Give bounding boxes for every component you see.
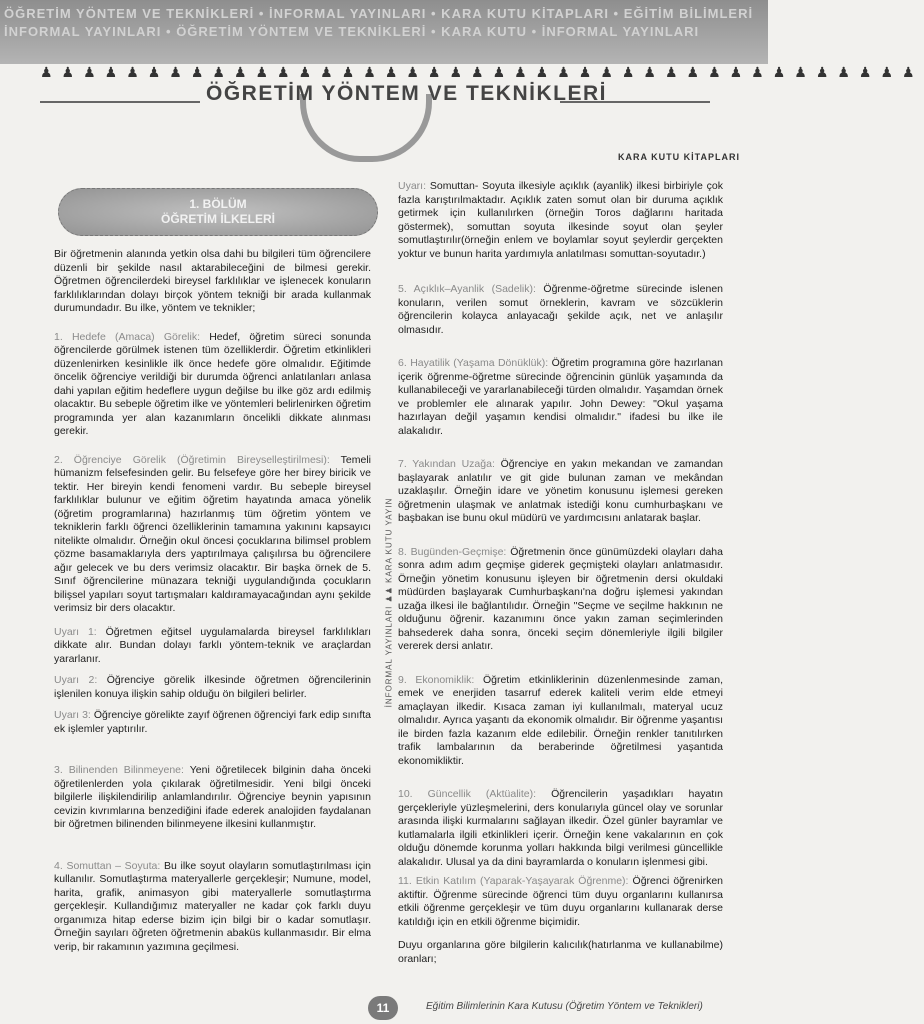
note-paragraph: [54, 709, 371, 736]
publisher-label: KARA KUTU KİTAPLARI: [618, 152, 740, 162]
principle-paragraph: [54, 331, 371, 439]
note-heading: Uyarı 2:: [54, 674, 98, 686]
principle-heading: 4. Somuttan – Soyuta:: [54, 859, 161, 872]
principle-paragraph: [398, 283, 723, 337]
left-column: [54, 248, 371, 969]
principle-heading: 9. Ekonomiklik:: [398, 673, 475, 686]
note-body: Öğrenciye görelik ilkesinde öğretmen öğrencilerinin işlenilen konuya ilişkin sahip olduğu ön bilgileri belirler.: [54, 674, 371, 700]
principle-heading: 10. Güncellik (Aktüalite):: [398, 788, 537, 800]
page-title: ÖĞRETİM YÖNTEM VE TEKNİKLERİ: [206, 82, 607, 105]
intro-paragraph: Bir öğretmenin alanında yetkin olsa dahi bu bilgileri tüm öğrencilere düzenli bir şekilde nasıl aktarabileceğini de bilmesi gerekir. Öğretmen öğrencilerdeki bireysel farklılıklar ve işlenecek konuların farklılıklarından dolayı birçok yöntem tekniği bir arada kullanmak durumundadır. Bu ilke, yöntem ve teknikler;: [54, 248, 371, 314]
principle-body: Öğretmenin önce günümüzdeki olayları daha sonra adım adım geçmişe giderek geçmişteki olayları anlatmasıdır. Örneğin yönetim konusunu işleyen bir öğretmenin dersi okuldaki müdürden başlayarak Cumhurbaşkanı'na doğru işlemesi yakından uzağa ilkesi ile bağlantılıdır. Örneğin "Seçme ve seçilme hakkının ne olduğunu öğrenir. kazanımını önce yakın zaman seçimlerinden bahsederek daha sonra, önceki seçim dönemleriyle ilgili bilgiler vererek dersi anlatır.: [398, 545, 723, 652]
note-body: Öğrenciye görelikte zayıf öğrenen öğrenciyi fark edip sınıfta ek işlemler yaptırılır.: [54, 709, 372, 735]
section-number: 1. BÖLÜM: [189, 197, 247, 211]
note-heading: Uyarı 3:: [54, 709, 91, 721]
principle-heading: 11. Etkin Katılım (Yaparak-Yaşayarak Öğrenme):: [398, 875, 629, 887]
principle-heading: 2. Öğrenciye Görelik (Öğretimin Bireyselleştirilmesi):: [54, 453, 330, 466]
principle-paragraph: [398, 546, 723, 654]
principle-heading: 5. Açıklık–Ayanlik (Sadelik):: [398, 283, 536, 295]
principle-body: Öğrencilerin yaşadıkları hayatın gerçekleriyle yüzleşmelerini, ders konularıyla güncel olay ve sorunlar arasında ilişki kurmalarını sağlayan ilkedir. Özel günler bayramlar ve kutlamalarla ilgili etkinlikleri içerir. Örneğin kene vakalarının en çok olduğu dönemde korunma yolları hakkında bilgi verilmesi güncellikle alakalıdır. Ulusal ya da dini bayramlarda o konuların işlenmesi gibi.: [398, 788, 723, 868]
principle-body: Temeli hümanizm felsefesinden gelir. Bu felsefeye göre her birey biricik ve tektir. Her bireyin kendi fenomeni vardır. Bu sebeple bireysel farklılıklar bulunur ve eğitim öğretim hayatında amaca yönelik (öğretim programlarına) hazırlanmış tüm öğretim yöntem ve tekniklerin farklı öğrenci özelliklerinin tamamına yakınını kapsayıcı nitelikte olmalıdır. Örneğin okul öncesi çocuklarına bilimsel problem çözme basamaklarıyla ders yaptırılmaya çalışılırsa bu öğrencilere ağır gelecek ve bu ders verimsiz olacaktır. Bir başka örnek de 5. Sınıf öğrencilerine münazara tekniği uygulandığında çocukların bilişsel yapıları soyut tartışmaları kaldıramayacağından aynı şekilde verimsiz bir ders olacaktır.: [54, 453, 372, 614]
note-heading: Uyarı 1:: [54, 625, 97, 638]
principle-body: Hedef, öğretim süreci sonunda öğrencilerde görülmek istenen tüm özelliklerdir. Öğretim etkinlikleri düzenlenirken kesinlikle ilk önce hedefe göre olmalıdır. Eğitimde öncelik öğrenciye verildiği bir durumda öğrenci anlatılanları anlasa dahi yapılan eğitim hedeflere uygun değilse bu ilke göz ardı edilmiş olacaktır. Bu sebeple öğretim ilke ve yöntemleri belirlenirken öğretim programında yer alan kazanımların öncelikli dikkate alınması gerekir.: [54, 330, 371, 437]
principle-heading: 3. Bilinenden Bilinmeyene:: [54, 764, 184, 776]
note-paragraph: [54, 626, 371, 667]
section-badge: [58, 188, 378, 236]
banner-line: ÖĞRETİM YÖNTEM VE TEKNİKLERİ • İNFORMAL YAYINLARI • KARA KUTU KİTAPLARI • EĞİTİM BİLİMLERİ: [4, 6, 754, 21]
principle-body: Öğretim programına göre hazırlanan içerik öğrenme-öğretme sürecinde öğrencinin günlük yaşamında da kullanabileceği ve yararlanabileceği türden olmalıdır. Yaşamdan örnek ve problemler ele alınarak yapılır. John Dewey: "Okul yaşama hazırlayan değil yaşamın kendisi olmalıdır." ifadesi bu ilke ile alakalıdır.: [398, 357, 723, 437]
section-title: ÖĞRETİM İLKELERİ: [161, 212, 275, 226]
principle-body: Yeni öğretilecek bilginin daha önceki öğretilenlerden yola çıkılarak öğretilmesidir. Yeni bilgi önceki bilgilerle ilişkilendirilip anlamlandırılır. Öğrenciye beynin yapısının cevizin kıvrımlarına benzediğini ifade ederek analojiden faydalanan bir öğretmen bilinenden bilinmeyene ilkesini kullanmıştır.: [54, 764, 372, 830]
principle-paragraph: [398, 875, 723, 929]
principle-paragraph: [398, 788, 723, 869]
side-imprint-text: İNFORMAL YAYINLARI ♟♟ KARA KUTU YAYIN: [384, 497, 394, 708]
principle-heading: 6. Hayatilik (Yaşama Dönüklük):: [398, 357, 549, 369]
note-paragraph: [54, 674, 371, 701]
page-footer: [368, 996, 760, 1018]
note-paragraph: [398, 180, 723, 261]
decorative-figures-row: ♟♟♟♟♟♟♟♟♟♟♟♟♟♟♟♟♟♟♟♟♟♟♟♟♟♟♟♟♟♟♟♟♟♟♟♟♟♟♟♟♟: [40, 64, 924, 80]
principle-heading: 7. Yakından Uzağa:: [398, 458, 495, 470]
right-column: [398, 180, 723, 981]
principle-body: Öğretim etkinliklerinin düzenlenmesinde zaman, emek ve enerjiden tasarruf ederek kaliteli verim elde etmeyi amaçlayan ilkedir. Kısaca zaman iyi kullanılmalı, materyal ucuz olmalıdır. Ayrıca yaşantı da ekonomik olmalıdır. Bir öğrenme yaşantısı ile birden fazla kazanım elde edilebilir. Örneğin renkler tanıtılırken trafik lambalarının da beraberinde öğretilmesi yaşantıda ekonomikliktir.: [398, 673, 724, 767]
note-body: Somuttan- Soyuta ilkesiyle açıklık (ayanlik) ilkesi birbiriyle çok fazla karıştırılmaktadır. Açıklık zaten somut olan bir duruma açıklık getirmek için kullanılırken (örneğin Toros dağlarını haritada göstermek), somuttan soyuta ilkesinde soyut olan şeyler somutlaştırılır(örneğin enlem ve boylamlar soyut şeylerdir gerçekten yoktur ve bunun harita yardımıyla anlatılması somuttan-soyutadır.): [398, 180, 723, 260]
principle-paragraph: [54, 860, 371, 955]
side-imprint: [380, 470, 394, 740]
closing-paragraph: Duyu organlarına göre bilgilerin kalıcılık(hatırlanma ve kullanabilme) oranları;: [398, 939, 723, 965]
footer-book-title: Eğitim Bilimlerinin Kara Kutusu (Öğretim Yöntem ve Teknikleri): [426, 1001, 703, 1012]
principle-paragraph: [54, 454, 371, 616]
principle-body: Öğrenme-öğretme sürecinde islenen konuların, verilen somut örneklerin, kavram ve sözcüklerin öğrencilerin kolayca anlayacağı şekilde açık, net ve anlaşılır olmasıdır.: [398, 283, 723, 336]
title-rule-left: [40, 101, 200, 103]
principle-paragraph: [398, 674, 723, 769]
principle-heading: 8. Bugünden-Geçmişe:: [398, 545, 507, 558]
principle-paragraph: [54, 764, 371, 832]
principle-paragraph: [398, 357, 723, 438]
top-banner: [0, 0, 768, 64]
note-heading: Uyarı:: [398, 180, 427, 192]
principle-body: Öğrenci öğrenirken aktiftir. Öğrenme sürecinde öğrenci tüm duyu organlarını kullanırsa etkili öğrenme gerçekleşir ve tüm duyu organlarını kullanarak derse katıldığı için en etkili öğrenme biçimidir.: [398, 875, 723, 928]
banner-line: İNFORMAL YAYINLARI • ÖĞRETİM YÖNTEM VE TEKNİKLERİ • KARA KUTU • İNFORMAL YAYINLARI: [4, 24, 700, 39]
principle-paragraph: [398, 458, 723, 526]
note-body: Öğretmen eğitsel uygulamalarda bireysel farklılıkları dikkate alır. Bundan dolayı farklı yöntem-teknik ve araçlardan yararlanır.: [54, 625, 371, 665]
principle-heading: 1. Hedefe (Amaca) Görelik:: [54, 330, 201, 343]
principle-body: Öğrenciye en yakın mekandan ve zamandan başlayarak anlatılır ve git gide bulunan zaman ve mekândan uzaklaşılır. Örneğin idare ve yönetim konusunu işlemesi gereken öğretmenin ulaşmak ve anlatmak istediği konu cumhurbaşkanı ve başbakan ise bunu okul müdürü ve yardımcısını anlatarak başlar.: [398, 458, 723, 524]
page-number: 11: [368, 996, 398, 1020]
principle-body: Bu ilke soyut olayların somutlaştırılması için kullanılır. Somutlaştırma materyallerle gerçekleşir; Numune, model, harita, grafik, animasyon gibi materyallerle somutlaştırma gerçekleşir. Kullandığımız materyaller ne kadar çok farklı duyu organımıza hitap ederse bizim için bilgi bir o kadar somutlaşır. Örneğin sayıları öğreten öğretmenin abaküs kullanmasıdır. Bir elma verip, bir rakamının yazımına geçilmesi.: [54, 859, 371, 953]
